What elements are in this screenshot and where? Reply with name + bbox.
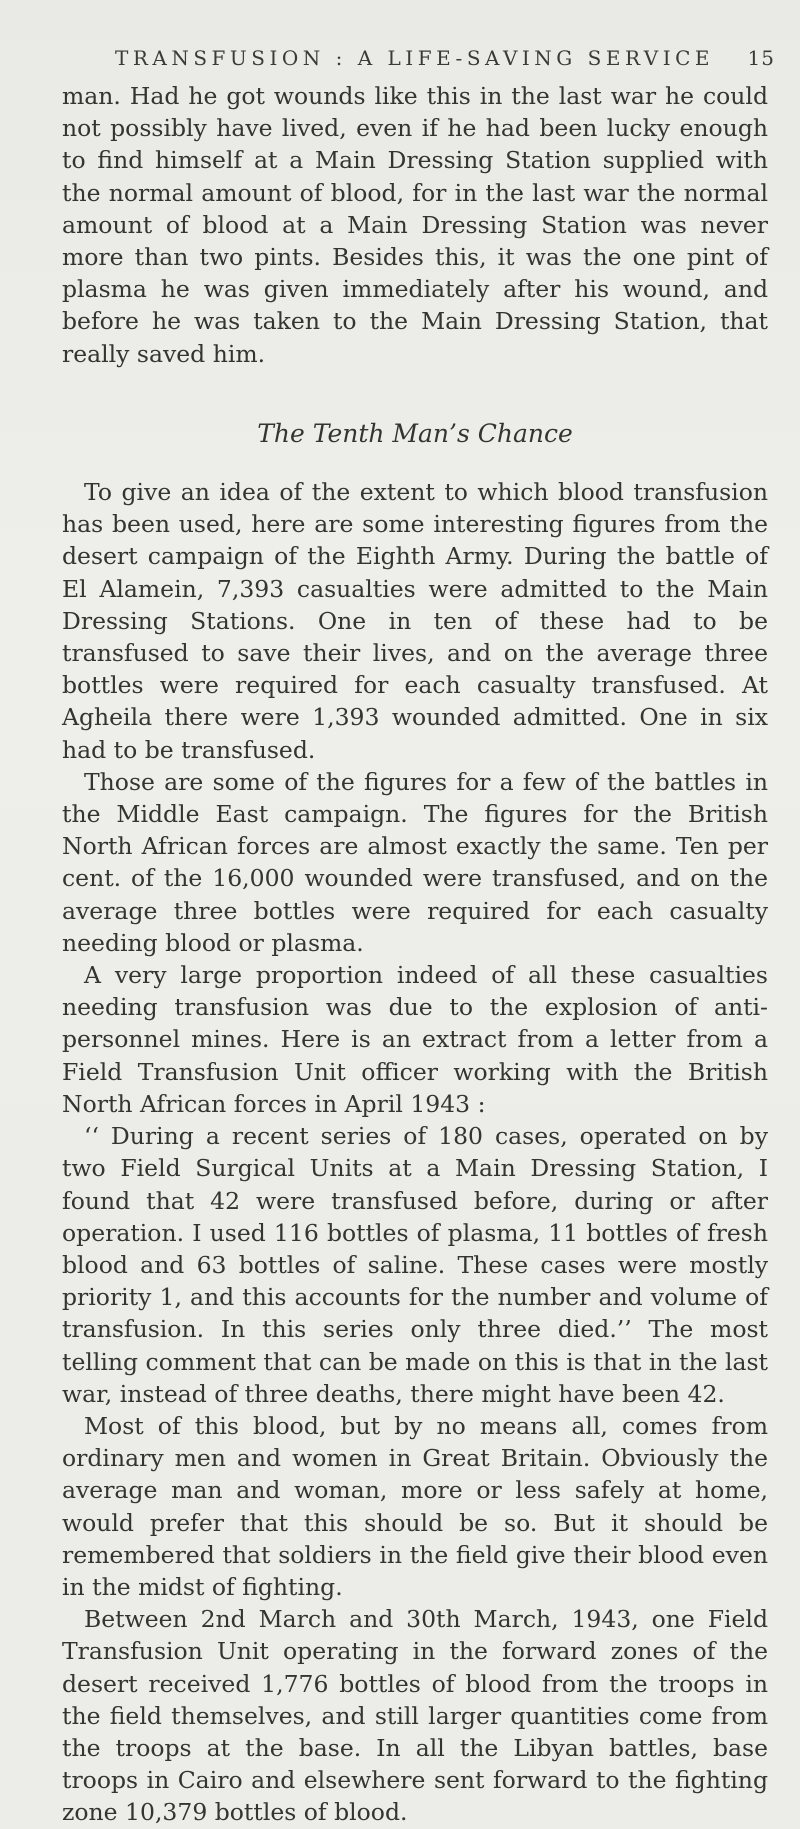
body-text [62,80,768,1829]
quoted-paragraph: ‘‘ During a recent series of 180 cases, operated on by two Field Surgical Units at a Main Dressing Station, I found that 42 were transfused before, during or after operation. I used 116 bottles of plasma, 11 bottles of fresh blood and 63 bottles of saline. These cases were mostly priority 1, and this accounts for the number and volume of transfusion. In this series only three died.’’ The most telling comment that can be made on this is that in the last war, instead of three deaths, there might have been 42. [62,1122,768,1408]
paragraph: To give an idea of the extent to which blood transfusion has been used, here are some interesting figures from the desert campaign of the Eighth Army. During the battle of El Alamein, 7,393 casualties were admitted to the Main Dressing Stations. One in ten of these had to be transfused to save their lives, and on the average three bottles were required for each casualty transfused. At Agheila there were 1,393 wounded admitted. One in six had to be transfused. [62,478,768,764]
running-head-title: TRANSFUSION : A LIFE-SAVING SERVICE [115,46,715,70]
paragraph: Those are some of the figures for a few of the battles in the Middle East campaign. The figures for the British North African forces are almost exactly the same. Ten per cent. of the 16,000 wounded were transfused, and on the average three bottles were required for each casualty needing blood or plasma. [62,767,768,957]
section-heading: The Tenth Man’s Chance [257,418,573,448]
paragraph: A very large proportion indeed of all these casualties needing transfusion was due to the explosion of anti-personnel mines. Here is an extract from a letter from a Field Transfusion Unit officer working with the British North African forces in April 1943 : [62,961,768,1118]
page-number: 15 [747,46,775,70]
running-head [115,46,775,70]
paragraph: man. Had he got wounds like this in the last war he could not possibly have lived, even if he had been lucky enough to find himself at a Main Dressing Station supplied with the normal amount of blood, for in the last war the normal amount of blood at a Main Dressing Station was never more than two pints. Besides this, it was the one pint of plasma he was given immediately after his wound, and before he was taken to the Main Dressing Station, that really saved him. [62,82,768,368]
paragraph: Between 2nd March and 30th March, 1943, one Field Transfusion Unit operating in the forward zones of the desert received 1,776 bottles of blood from the troops in the field themselves, and still larger quantities come from the troops at the base. In all the Libyan battles, base troops in Cairo and elsewhere sent forward to the fighting zone 10,379 bottles of blood. [62,1605,768,1827]
paragraph: Most of this blood, but by no means all, comes from ordinary men and women in Great Britain. Obviously the average man and woman, more or less safely at home, would prefer that this should be so. But it should be remembered that soldiers in the field give their blood even in the midst of fighting. [62,1411,768,1601]
